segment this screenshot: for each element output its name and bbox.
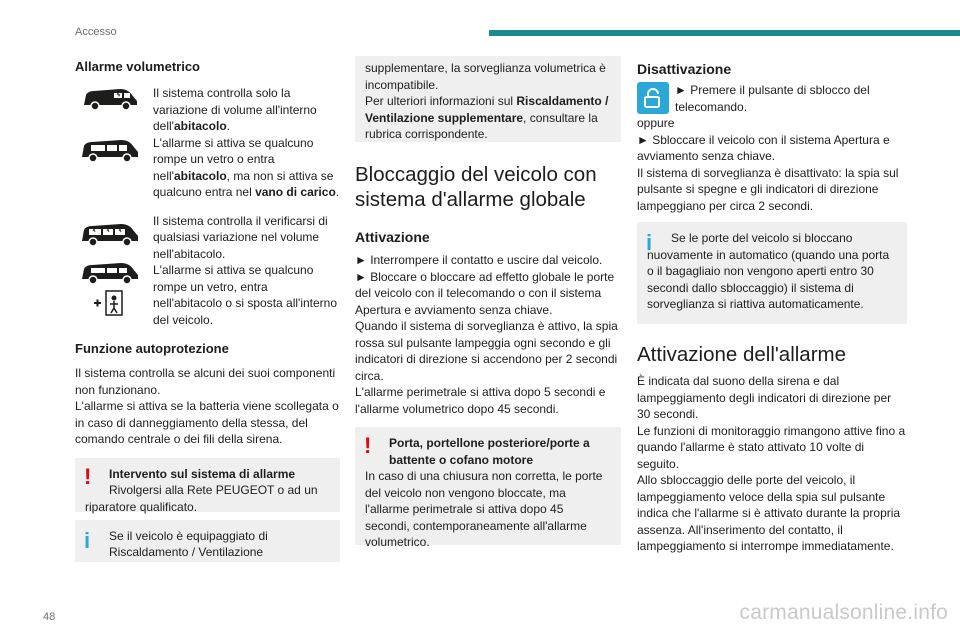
van-cabin-cargo-icon — [79, 135, 141, 165]
deactivation-step-1-row — [637, 82, 907, 115]
heading-deactivation: Disattivazione — [637, 61, 732, 77]
van-icons-passenger — [75, 213, 145, 329]
van-passenger-icon — [79, 219, 141, 249]
heading-alarm-triggering: Attivazione dell'allarme — [637, 343, 847, 366]
info-callout-relock — [637, 222, 907, 324]
selfprotect-paragraph-2: L'allarme si attiva se la batteria viene scollegata o in caso di danneggiamento della stessa, del comando centrale o dei fili della sirena. — [75, 399, 339, 446]
watermark: carmanualsonline.info — [739, 601, 948, 624]
heading-lock-global-alarm: Bloccaggio del veicolo con sistema d'allarme globale — [355, 163, 597, 211]
warning-exclamation-icon: ! — [364, 433, 372, 458]
alarm-paragraph-2: Le funzioni di monitoraggio rimangono attive fino a quando l'allarme è stato attivato 10 volte di seguito. — [637, 423, 906, 471]
activation-step-2: ► Bloccare o bloccare ad effetto globale le porte del veicolo con il telecomando o con il sistema Apertura e avviamento senza chiave. — [355, 269, 615, 317]
volumetric-block-1 — [75, 85, 340, 201]
info-text: Se le porte del veicolo si bloccano nuovamente in automatico (quando una porta o il bagagliaio non vengono aperti entro 30 secondi dallo sbloccaggio) il sistema di sorveglianza si riattiva automaticamente. — [647, 231, 890, 311]
alarm-paragraph-1: È indicata dal suono della sirena e dal lampeggiamento degli indicatori di direzione per 30 secondi. — [637, 374, 892, 421]
deactivation-step-1: ► Premere il pulsante di sblocco del telecomando. — [675, 83, 870, 114]
info-callout-continued — [355, 56, 621, 142]
heading-activation: Attivazione — [355, 229, 430, 245]
info-text: Se il veicolo è equipaggiato di Riscaldamento / Ventilazione — [109, 528, 268, 559]
info-icon: i — [646, 230, 653, 255]
activation-paragraph-3: Quando il sistema di sorveglianza è attivo, la spia rossa sul pulsante lampeggia ogni secondo e gli indicatori di direzione si accendono per 2 secondi circa. — [355, 319, 618, 383]
column-3 — [637, 56, 907, 555]
warning-text: Rivolgersi alla Rete PEUGEOT o ad un riparatore qualificato. — [85, 483, 318, 514]
volumetric-text-2: Il sistema controlla il verificarsi di qualsiasi variazione nel volume nell'abitacolo. L'allarme si attiva se qualcuno rompe un vetro, entra nell'abitacolo o si sposta all'interno del veicolo. — [153, 213, 338, 327]
warning-exclamation-icon: ! — [84, 463, 92, 489]
deactivation-paragraph-3: Il sistema di sorveglianza è disattivato: la spia sul pulsante si spegne e gli indicatori di direzione lampeggiano per circa 2 secondi. — [637, 165, 899, 213]
warning-callout-doors — [355, 427, 621, 549]
van-passenger-icon-2 — [79, 259, 141, 287]
column-1 — [75, 56, 340, 562]
header-section-title: Accesso — [75, 26, 117, 38]
heading-volumetric-alarm: Allarme volumetrico — [75, 59, 200, 74]
info-callout-heating — [75, 520, 340, 562]
heading-self-protection: Funzione autoprotezione — [75, 341, 229, 356]
activation-step-1: ► Interrompere il contatto e uscire dal veicolo. — [355, 253, 603, 267]
van-cabin-only-icon — [80, 85, 140, 113]
deactivation-step-2: ► Sbloccare il veicolo con il sistema Apertura e avviamento senza chiave. — [637, 132, 890, 163]
van-icons-cargo — [75, 85, 145, 201]
volumetric-text-1: Il sistema controlla solo la variazione di volume all'interno dell'abitacolo. L'allarme si attiva se qualcuno rompe un vetro o entra nell'abitacolo, ma non si attiva se qualcuno entra nel vano di carico. — [153, 86, 340, 199]
warning-title: Intervento sul sistema di allarme — [109, 466, 296, 481]
unlock-icon — [637, 82, 669, 114]
info-icon: i — [84, 527, 91, 553]
selfprotect-paragraph-1: Il sistema controlla se alcuni dei suoi componenti non funzionano. — [75, 366, 336, 397]
page-number: 48 — [43, 611, 56, 623]
warning-title: Porta, portellone posteriore/porte a battente o cofano motore — [389, 436, 590, 467]
info-continued-text-1: supplementare, la sorveglianza volumetrica è incompatibile. — [365, 61, 606, 92]
motion-sensor-icon — [92, 289, 128, 317]
info-continued-text-2: Per ulteriori informazioni sul Riscaldamento / Ventilazione supplementare, consultare la rubrica corrispondente. — [365, 94, 609, 141]
volumetric-block-2 — [75, 213, 340, 329]
alarm-paragraph-3: Allo sbloccaggio delle porte del veicolo, il lampeggiamento veloce della spia sul pulsante indica che l'allarme si è attivato durante la propria assenza. All'inserimento del contatto, il lampeggiamento si interrompe immediatamente. — [637, 473, 901, 553]
warning-callout-alarm-service — [75, 458, 340, 512]
column-2 — [355, 56, 621, 549]
warning-text: In caso di una chiusura non corretta, le porte del veicolo non vengono bloccate, ma l'allarme perimetrale si attiva dopo 45 secondi, contemporaneamente all'allarme volumetrico. — [365, 469, 603, 549]
deactivation-or: oppure — [637, 116, 675, 130]
header-accent-bar — [489, 30, 960, 36]
activation-paragraph-4: L'allarme perimetrale si attiva dopo 5 secondi e l'allarme volumetrico dopo 45 secondi. — [355, 385, 606, 416]
